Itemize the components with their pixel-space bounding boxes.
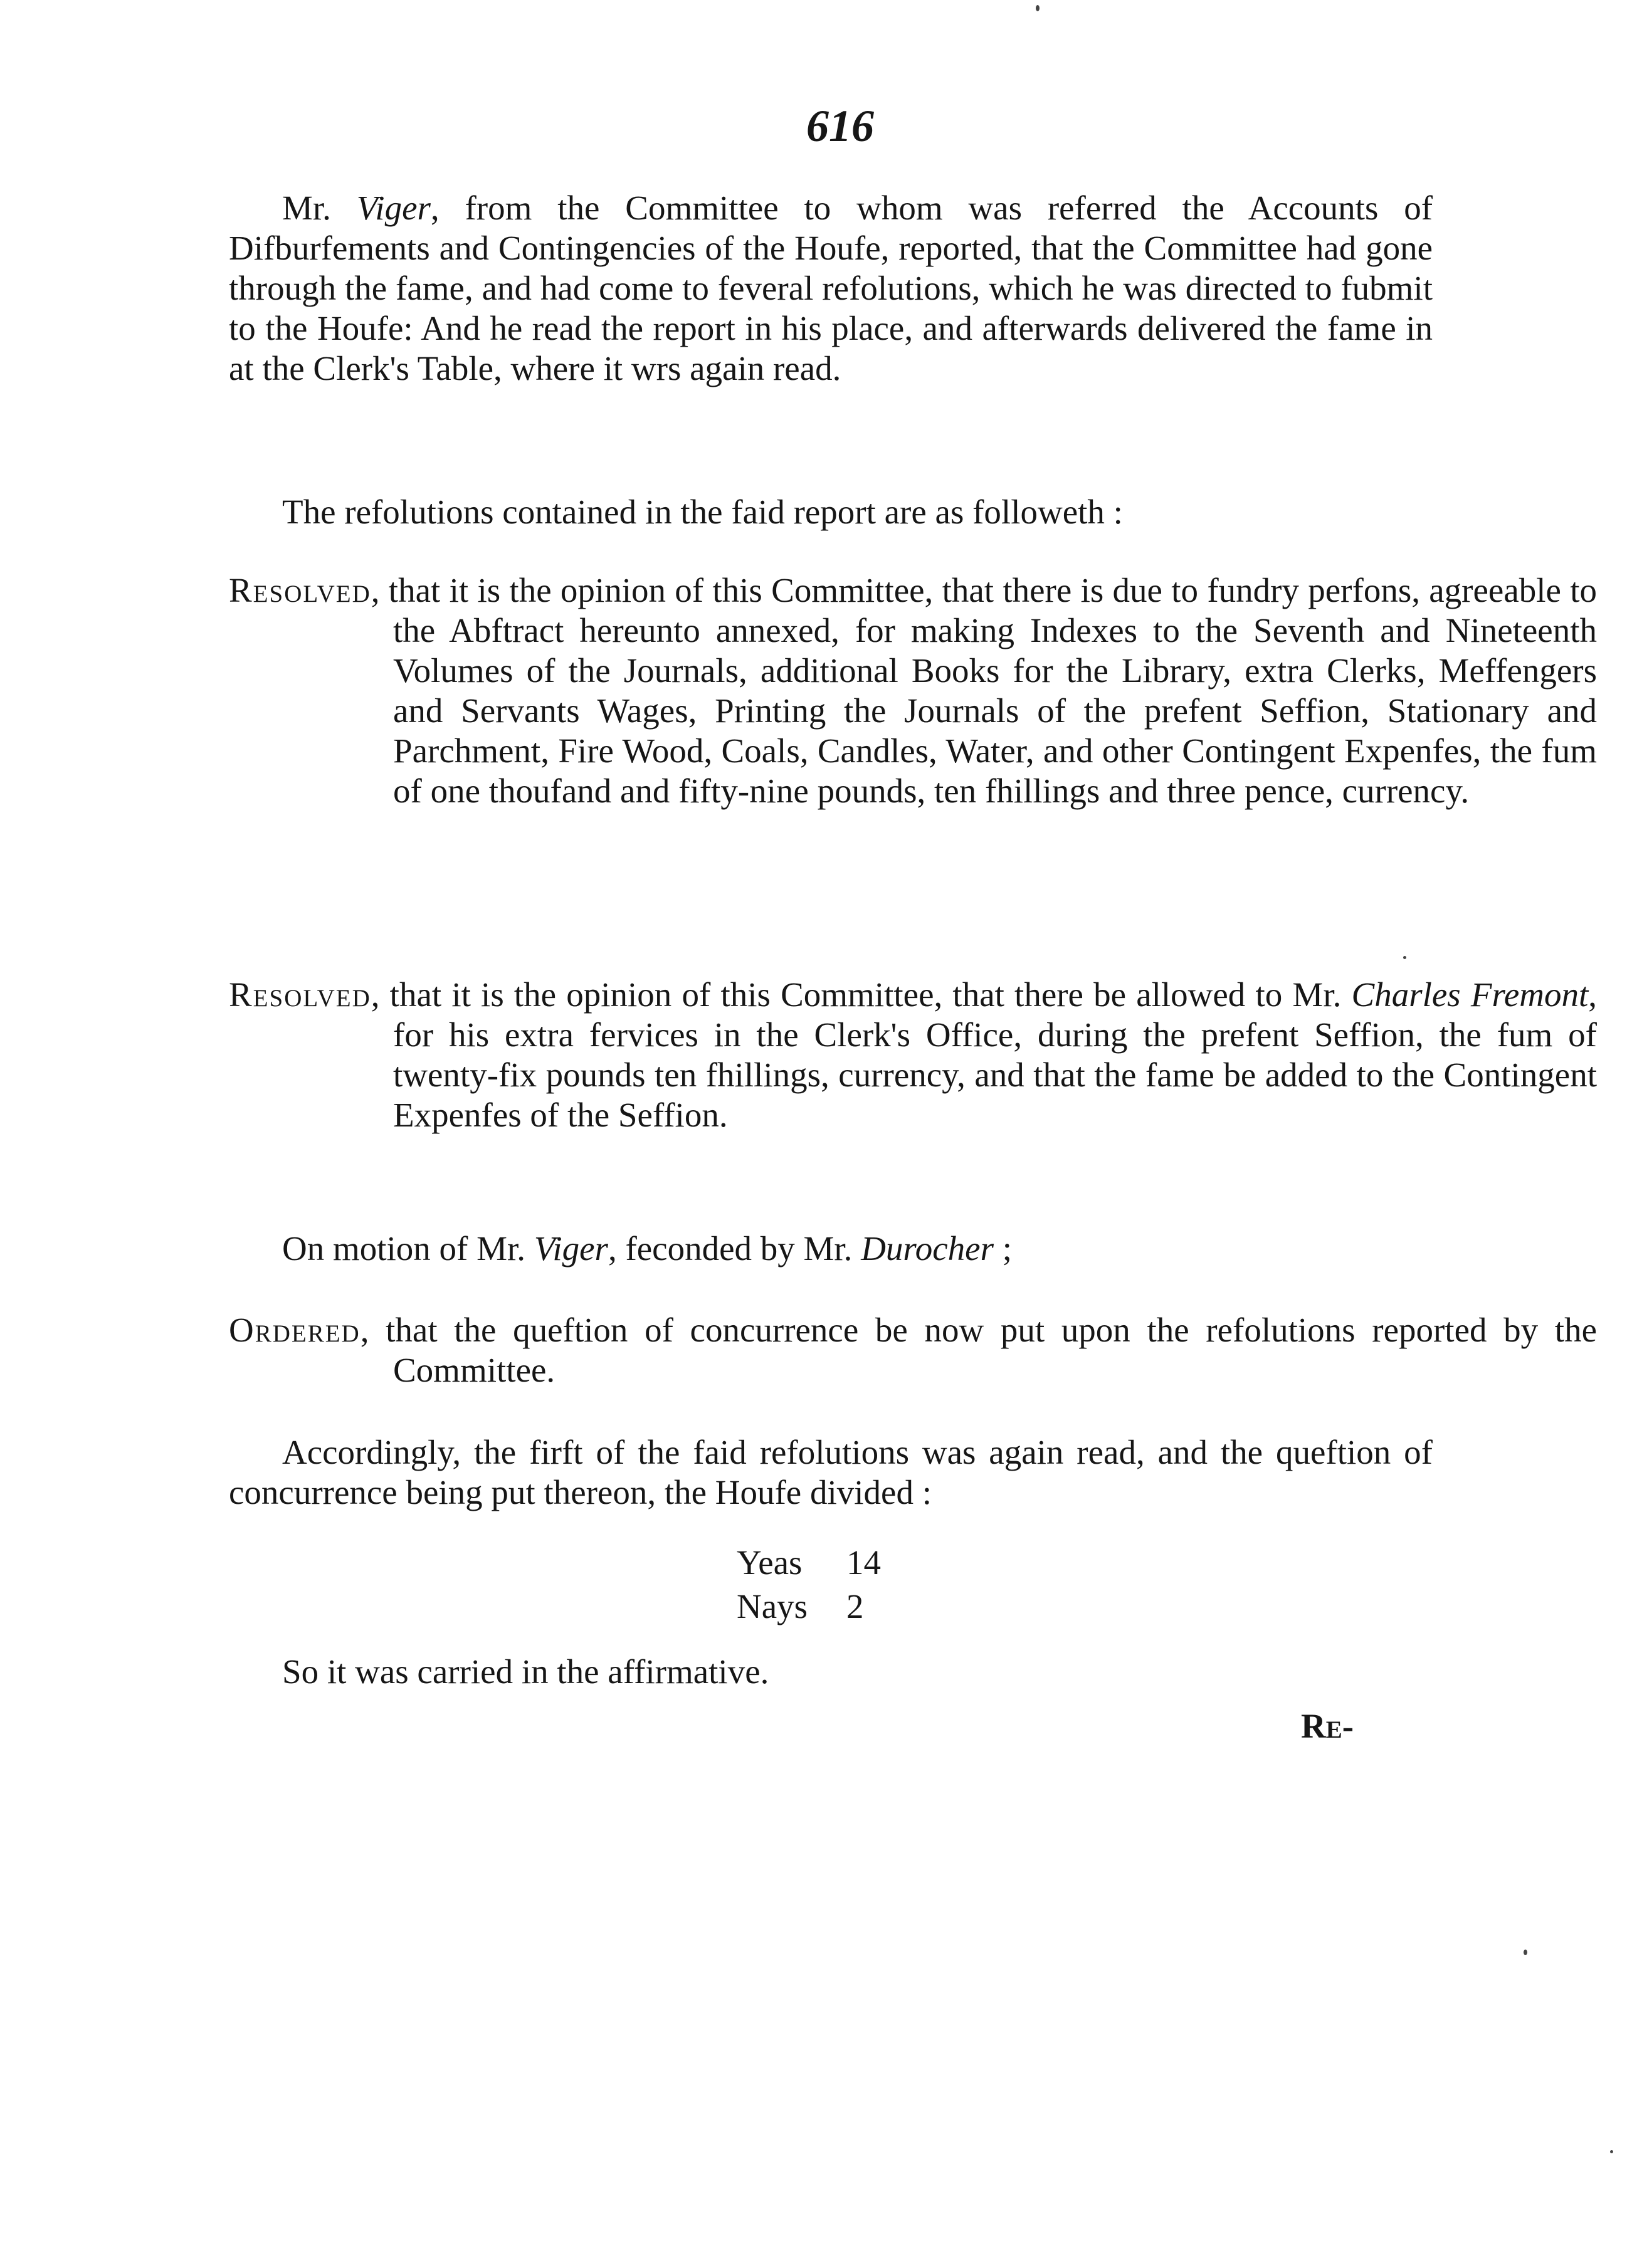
yeas-row (737, 1541, 884, 1585)
catchword: Re- (1301, 1707, 1354, 1745)
resolution-two-text-rest: , for his extra fervices in the Clerk's Office, during the prefent Seffion, the fum of twenty-fix pounds ten fhillings, currency, and that the fame be added to the Contingent Expenfes of the Seffion. (393, 975, 1597, 1134)
vote-tally (737, 1541, 884, 1629)
nays-count: 2 (846, 1587, 864, 1625)
mover-name: Viger (534, 1229, 608, 1268)
person-name-fremont: Charles Fremont (1351, 975, 1589, 1014)
report-text-rest: , from the Committee to whom was referred the Accounts of Difburfements and Contingencies of the Houfe, reported, that the Committee had gone through the fame, and had come to feveral refolutions, which he was directed to fubmit to the Houfe: And he read the report in his place, and afterwards delivered the fame in at the Clerk's Table, where it wrs again read. (229, 189, 1433, 387)
member-name-viger: Viger (356, 189, 431, 227)
division-paragraph: Accordingly, the firft of the faid refolutions was again read, and the queftion of concurrence being put thereon, the Houfe divided : (229, 1433, 1433, 1511)
print-speck (1524, 1950, 1527, 1955)
motion-paragraph (229, 1229, 1433, 1269)
resolution-two-text-start: , that it is the opinion of this Committee, that there be allowed to Mr. (371, 975, 1352, 1014)
yeas-label: Yeas (737, 1543, 803, 1582)
motion-text-start: On motion of Mr. (282, 1229, 534, 1268)
yeas-count: 14 (846, 1543, 881, 1582)
resolutions-intro: The refolutions contained in the faid report are as followeth : (282, 493, 1123, 531)
print-speck (1610, 2150, 1613, 2153)
nays-label: Nays (737, 1587, 808, 1625)
motion-text-middle: , feconded by Mr. (608, 1229, 861, 1268)
resolution-two (229, 975, 1597, 1135)
report-text-start: Mr. (282, 189, 357, 227)
resolution-one-text: , that it is the opinion of this Committee, that there is due to fundry perfons, agreeable to the Abftract hereunto annexed, for making Indexes to the Seventh and Nineteenth Volumes of the Journals, additional Books for the Library, extra Clerks, Meffengers and Servants Wages, Printing the Journals of the prefent Seffion, Stationary and Parchment, Fire Wood, Coals, Candles, Water, and other Contingent Expenfes, the fum of one thoufand and fifty-nine pounds, ten fhillings and three pence, currency. (371, 571, 1597, 810)
motion-text-end: ; (994, 1229, 1013, 1268)
resolved-heading: Resolved (229, 571, 371, 609)
ordered-text: , that the queftion of concurrence be now put upon the refolutions reported by the Committee. (360, 1311, 1597, 1389)
ordered-heading: Ordered (229, 1311, 361, 1349)
result-paragraph: So it was carried in the affirmative. (282, 1652, 769, 1691)
resolved-heading: Resolved (229, 975, 371, 1014)
nays-row (737, 1585, 884, 1629)
committee-report-paragraph (229, 188, 1433, 389)
resolution-one (229, 570, 1597, 811)
print-speck (1036, 5, 1040, 11)
seconder-name: Durocher (861, 1229, 994, 1268)
page-number: 616 (806, 101, 874, 151)
ordered-paragraph (229, 1310, 1597, 1390)
print-speck (1403, 956, 1406, 959)
